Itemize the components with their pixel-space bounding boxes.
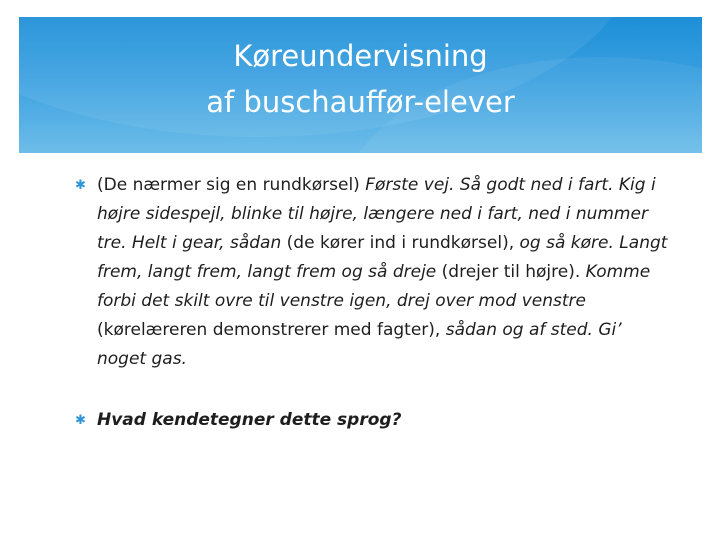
asterisk-bullet-icon: ✱ [75,178,86,193]
instructor-speech: Første vej. Så godt ned i fart. Kig i højre sidespejl, blinke til højre, længere ned i fart, ned i nummer tre. Helt i gear, sådan [97,175,656,253]
instructor-speech: Komme forbi det skilt ovre til venstre igen, drej over mod venstre [97,262,651,311]
title-line-2: af buschauffør-elever [206,85,515,119]
asterisk-bullet-icon: ✱ [75,413,86,428]
instructor-speech: sådan og af sted. Gi’ noget gas. [97,320,622,369]
title-line-1: Køreundervisning [233,39,488,73]
bullet-question [75,406,675,435]
stage-direction: (de kører ind i rundkørsel), [286,233,520,253]
stage-direction: (drejer til højre). [441,262,586,282]
question-text: Hvad kendetegner dette sprog? [97,410,402,430]
slide-title [19,33,702,125]
title-banner [19,17,702,153]
stage-direction: (De nærmer sig en rundkørsel) [97,175,366,195]
bullet-transcript [75,171,675,374]
slide-body [75,171,675,435]
stage-direction: (kørelæreren demonstrerer med fagter), [97,320,446,340]
instructor-speech: og så køre. Langt frem, langt frem, langt frem og så dreje [97,233,668,282]
